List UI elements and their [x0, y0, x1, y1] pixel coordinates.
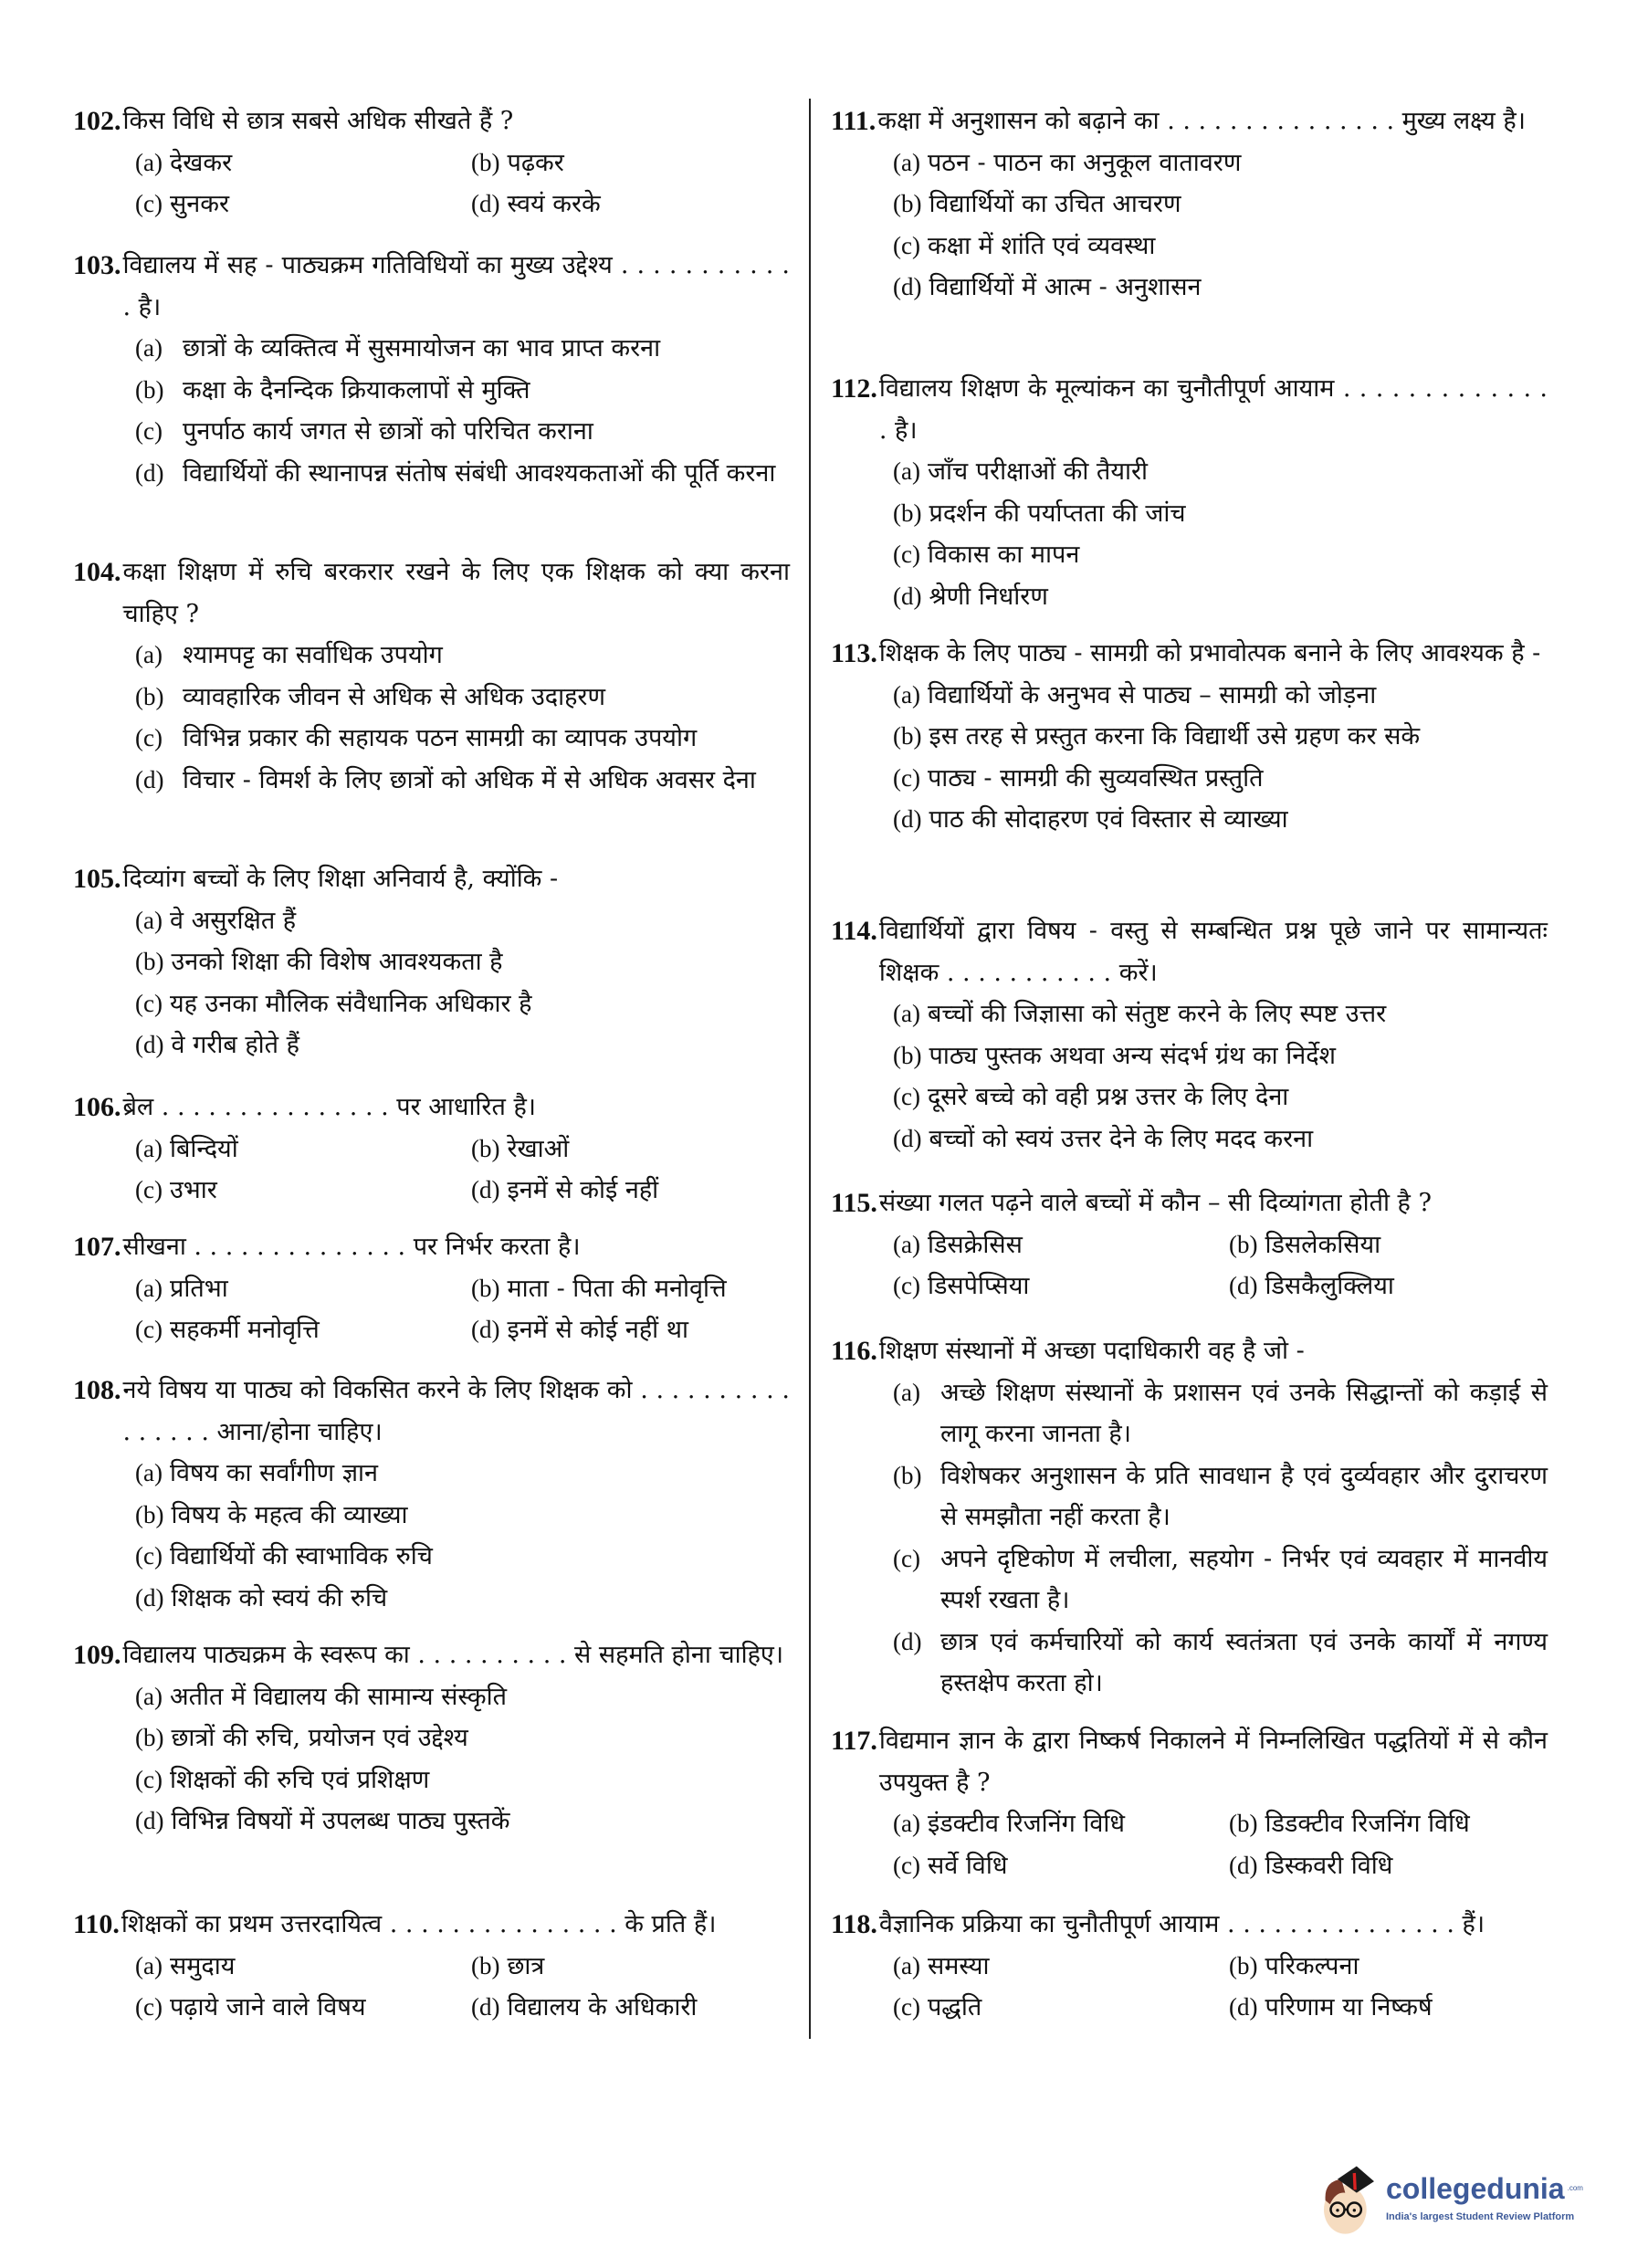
option-text: विभिन्न विषयों में उपलब्ध पाठ्य पुस्तकें	[171, 1807, 510, 1835]
option-b	[1229, 1224, 1548, 1266]
question-number: 106.	[73, 1092, 121, 1122]
option-text: छात्रों की रुचि, प्रयोजन एवं उद्देश्य	[171, 1724, 468, 1752]
column-divider	[809, 99, 811, 2039]
option-d	[1229, 1845, 1548, 1887]
option-label: (c)	[893, 541, 920, 568]
option-text: विकास का मापन	[927, 541, 1080, 569]
options-list	[73, 1676, 790, 1843]
question-text: कक्षा शिक्षण में रुचि बरकरार रखने के लिए एक शिक्षक को क्या करना चाहिए ?	[122, 558, 790, 628]
question-number: 111.	[831, 106, 876, 136]
option-a	[135, 1129, 464, 1171]
option-label: (d)	[471, 1993, 500, 2021]
option-label: (c)	[135, 1993, 163, 2021]
option-text: परिकल्पना	[1265, 1951, 1359, 1980]
option-d	[135, 1578, 790, 1620]
option-text: माता - पिता की मनोवृत्ति	[507, 1274, 727, 1303]
question-header	[73, 245, 790, 328]
option-text: विभिन्न प्रकार की सहायक पठन सामग्री का व्यापक उपयोग	[183, 724, 698, 752]
option-text: डिसकैलुक्लिया	[1265, 1272, 1394, 1300]
logo-name: collegedunia	[1386, 2172, 1565, 2205]
option-label: (d)	[471, 1176, 500, 1203]
question-header	[831, 633, 1548, 675]
question-103	[73, 245, 790, 494]
option-label: (a)	[893, 1378, 920, 1406]
question-header	[73, 1087, 790, 1129]
option-label: (a)	[893, 148, 920, 176]
option-label: (c)	[135, 1542, 163, 1570]
logo-tagline: India's largest Student Review Platform	[1386, 2211, 1575, 2222]
option-text: श्यामपट्ट का सर्वाधिक उपयोग	[183, 641, 443, 669]
option-a	[893, 1224, 1222, 1266]
option-label: (c)	[893, 1851, 920, 1879]
question-number: 114.	[831, 916, 877, 946]
option-text: समस्या	[927, 1951, 990, 1980]
option-label: (a)	[135, 1274, 163, 1302]
option-text: पाठ्य पुस्तक अथवा अन्य संदर्भ ग्रंथ का निर्देश	[929, 1041, 1336, 1070]
question-116	[831, 1330, 1548, 1705]
option-text: बच्चों को स्वयं उत्तर देने के लिए मदद करना	[929, 1124, 1314, 1153]
option-a	[135, 635, 790, 677]
option-d	[471, 184, 790, 226]
option-label: (a)	[893, 1000, 920, 1027]
question-header	[831, 100, 1548, 142]
option-b	[471, 1129, 790, 1171]
question-115	[831, 1182, 1548, 1307]
option-text: इनमें से कोई नहीं	[507, 1176, 659, 1204]
option-c	[893, 1987, 1222, 2029]
option-label: (d)	[135, 1807, 164, 1834]
question-number: 107.	[73, 1232, 121, 1262]
question-number: 103.	[73, 250, 121, 280]
option-label: (c)	[893, 1083, 920, 1110]
option-text: छात्रों के व्यक्तित्व में सुसमायोजन का भाव प्राप्त करना	[183, 334, 661, 362]
option-text: शिक्षक को स्वयं की रुचि	[171, 1583, 388, 1612]
option-text: रेखाओं	[507, 1134, 570, 1163]
question-number: 112.	[831, 373, 877, 404]
question-108	[73, 1370, 790, 1619]
question-number: 104.	[73, 557, 121, 587]
question-107	[73, 1226, 790, 1351]
option-text: अपने दृष्टिकोण में लचीला, सहयोग - निर्भर एवं व्यवहार में मानवीय स्पर्श रखता है।	[940, 1544, 1548, 1614]
option-text: विद्यार्थियों की स्वाभाविक रुचि	[169, 1542, 433, 1570]
option-b	[1229, 1946, 1548, 1988]
option-b	[471, 142, 790, 184]
question-105	[73, 858, 790, 1066]
question-header	[73, 1904, 790, 1946]
option-d	[893, 1622, 1548, 1705]
option-label: (b)	[471, 148, 500, 176]
option-label: (d)	[471, 1316, 500, 1343]
option-d	[471, 1170, 790, 1212]
option-c	[893, 1538, 1548, 1622]
question-header	[73, 1370, 790, 1453]
mascot-icon	[1315, 2155, 1383, 2246]
question-number: 109.	[73, 1640, 121, 1670]
collegedunia-logo	[1315, 2155, 1625, 2246]
option-c	[893, 534, 1548, 576]
option-a	[135, 1268, 464, 1310]
logo-suffix: .com	[1567, 2184, 1583, 2192]
question-102	[73, 100, 790, 226]
question-text: वैज्ञानिक प्रक्रिया का चुनौतीपूर्ण आयाम . . . . . . . . . . . . . . . हैं।	[878, 1910, 1485, 1938]
option-text: विद्यालय के अधिकारी	[507, 1993, 698, 2021]
option-a	[893, 142, 1548, 184]
option-label: (d)	[135, 458, 164, 487]
option-label: (b)	[1229, 1230, 1258, 1258]
option-b	[135, 941, 790, 983]
question-text: विद्यार्थियों द्वारा विषय - वस्तु से सम्बन्धित प्रश्न पूछे जाने पर सामान्यतः शिक्षक . . . . . . . . . . . करें।	[878, 917, 1548, 987]
option-text: छात्र एवं कर्मचारियों को कार्य स्वतंत्रता एवं उनके कार्यों में नगण्य हस्तक्षेप करता हो।	[940, 1627, 1548, 1697]
option-label: (a)	[135, 906, 163, 934]
question-text: कक्षा में अनुशासन को बढ़ाने का . . . . . . . . . . . . . . . मुख्य लक्ष्य है।	[877, 107, 1526, 135]
option-b	[471, 1946, 790, 1988]
question-number: 110.	[73, 1909, 120, 1939]
question-109	[73, 1634, 790, 1843]
options-list	[831, 142, 1548, 309]
option-text: बिन्दियों	[169, 1134, 238, 1163]
option-text: पठन - पाठन का अनुकूल वातावरण	[927, 148, 1242, 177]
question-header	[831, 368, 1548, 451]
option-label: (a)	[135, 1134, 163, 1162]
option-label: (b)	[135, 375, 164, 404]
question-header	[831, 1330, 1548, 1372]
option-text: वे असुरक्षित हैं	[169, 906, 297, 935]
question-112	[831, 368, 1548, 617]
question-text: विद्यालय पाठ्यक्रम के स्वरूप का . . . . . . . . . . से सहमति होना चाहिए।	[122, 1641, 784, 1669]
option-text: पढ़ाये जाने वाले विषय	[169, 1993, 366, 2021]
option-text: सहकर्मी मनोवृत्ति	[169, 1316, 320, 1344]
option-label: (b)	[135, 1724, 164, 1751]
option-label: (d)	[893, 805, 922, 833]
question-106	[73, 1087, 790, 1212]
question-104	[73, 551, 790, 801]
option-label: (d)	[893, 582, 922, 610]
option-text: विद्यार्थियों के अनुभव से पाठ्य – सामग्री को जोड़ना	[927, 680, 1377, 709]
option-text: पाठ्य - सामग्री की सुव्यवस्थित प्रस्तुति	[927, 763, 1264, 793]
option-label: (b)	[1229, 1951, 1258, 1979]
option-a	[135, 900, 790, 942]
option-text: इनमें से कोई नहीं था	[507, 1316, 689, 1344]
question-text: शिक्षण संस्थानों में अच्छा पदाधिकारी वह है जो -	[878, 1337, 1305, 1365]
options-list	[831, 1803, 1548, 1886]
option-text: प्रदर्शन की पर्याप्तता की जांच	[929, 499, 1186, 528]
option-a	[135, 1453, 790, 1495]
option-text: श्रेणी निर्धारण	[929, 582, 1048, 611]
option-d	[135, 760, 790, 802]
option-text: अच्छे शिक्षण संस्थानों के प्रशासन एवं उनके सिद्धान्तों को कड़ाई से लागू करना जानता है।	[940, 1378, 1548, 1448]
question-header	[831, 910, 1548, 993]
option-text: विचार - विमर्श के लिए छात्रों को अधिक में से अधिक अवसर देना	[183, 765, 756, 794]
option-text: शिक्षकों की रुचि एवं प्रशिक्षण	[169, 1765, 430, 1794]
option-d	[893, 799, 1548, 841]
option-b	[893, 1035, 1548, 1077]
option-label: (d)	[135, 1031, 164, 1058]
option-text: डिसपेप्सिया	[927, 1272, 1030, 1300]
question-111	[831, 100, 1548, 309]
option-a	[893, 675, 1548, 717]
option-c	[135, 1170, 464, 1212]
option-label: (b)	[893, 722, 922, 750]
option-text: प्रतिभा	[169, 1274, 228, 1303]
option-d	[1229, 1265, 1548, 1307]
question-text: ब्रेल . . . . . . . . . . . . . . . पर आधारित है।	[122, 1093, 537, 1121]
option-text: जाँच परीक्षाओं की तैयारी	[927, 457, 1149, 486]
option-text: डिसक्रेसिस	[927, 1230, 1023, 1259]
options-list	[73, 142, 790, 226]
option-c	[893, 758, 1548, 800]
option-d	[1229, 1987, 1548, 2029]
option-text: विद्यार्थियों का उचित आचरण	[929, 190, 1181, 218]
option-a	[893, 1946, 1222, 1988]
option-d	[135, 453, 790, 495]
option-text: यह उनका मौलिक संवैधानिक अधिकार है	[169, 989, 532, 1018]
option-a	[135, 1946, 464, 1988]
option-label: (d)	[893, 1124, 922, 1152]
option-b	[135, 370, 790, 412]
question-114	[831, 910, 1548, 1160]
question-text: संख्या गलत पढ़ने वाले बच्चों में कौन – सी दिव्यांगता होती है ?	[878, 1189, 1432, 1217]
option-c	[135, 1759, 790, 1801]
option-c	[893, 1265, 1222, 1307]
option-label: (a)	[893, 680, 920, 709]
option-text: डिडक्टीव रिजनिंग विधि	[1265, 1810, 1470, 1838]
question-text: सीखना . . . . . . . . . . . . . . पर निर्भर करता है।	[122, 1233, 581, 1261]
option-text: सर्वे विधि	[927, 1851, 1008, 1880]
question-header	[73, 1634, 790, 1676]
question-117	[831, 1720, 1548, 1886]
option-b	[135, 677, 790, 719]
option-text: विषय के महत्व की व्याख्या	[171, 1500, 408, 1529]
option-label: (a)	[135, 641, 163, 668]
option-d	[471, 1309, 790, 1351]
option-label: (b)	[135, 948, 164, 975]
option-label: (c)	[135, 190, 163, 217]
option-text: डिसलेकसिया	[1265, 1230, 1381, 1259]
option-text: छात्र	[507, 1951, 545, 1980]
option-c	[135, 184, 464, 226]
option-a	[893, 451, 1548, 493]
option-c	[893, 1076, 1548, 1118]
question-number: 117.	[831, 1726, 877, 1756]
question-header	[831, 1904, 1548, 1946]
option-label: (d)	[135, 1583, 164, 1612]
option-label: (c)	[893, 1993, 920, 2021]
option-label: (a)	[893, 457, 920, 485]
option-text: पुनर्पाठ कार्य जगत से छात्रों को परिचित कराना	[183, 417, 593, 446]
option-c	[135, 1987, 464, 2029]
option-a	[135, 328, 790, 370]
option-text: पाठ की सोदाहरण एवं विस्तार से व्याख्या	[929, 805, 1288, 834]
option-label: (a)	[135, 1459, 163, 1486]
options-list	[831, 1224, 1548, 1307]
option-label: (b)	[893, 1041, 922, 1069]
option-label: (d)	[893, 273, 922, 300]
question-118	[831, 1904, 1548, 2029]
option-label: (b)	[471, 1951, 500, 1979]
option-c	[135, 411, 790, 453]
option-label: (a)	[135, 334, 163, 362]
options-list	[831, 993, 1548, 1160]
option-text: देखकर	[169, 148, 233, 177]
option-d	[471, 1987, 790, 2029]
option-text: सुनकर	[169, 190, 229, 218]
question-text: किस विधि से छात्र सबसे अधिक सीखते हैं ?	[122, 107, 514, 135]
option-label: (d)	[135, 765, 164, 793]
option-text: विद्यार्थियों की स्थानापन्न संतोष संबंधी आवश्यकताओं की पूर्ति करना	[183, 458, 776, 488]
option-text: दूसरे बच्चे को वही प्रश्न उत्तर के लिए देना	[927, 1083, 1289, 1111]
option-label: (c)	[893, 1544, 920, 1572]
question-header	[73, 551, 790, 635]
option-text: विषय का सर्वांगीण ज्ञान	[169, 1459, 378, 1487]
option-text: कक्षा के दैनन्दिक क्रियाकलापों से मुक्ति	[183, 375, 530, 404]
question-text: दिव्यांग बच्चों के लिए शिक्षा अनिवार्य है, क्योंकि -	[122, 865, 559, 893]
option-label: (a)	[893, 1810, 920, 1837]
options-list	[73, 1268, 790, 1351]
option-label: (a)	[893, 1951, 920, 1979]
question-text: विद्यालय शिक्षण के मूल्यांकन का चुनौतीपूर्ण आयाम . . . . . . . . . . . . . . है।	[878, 374, 1548, 445]
question-text: विद्यमान ज्ञान के द्वारा निष्कर्ष निकालने में निम्नलिखित पद्धतियों में से कौन उपयुक्त है ?	[878, 1727, 1548, 1797]
question-number: 108.	[73, 1375, 121, 1405]
options-list	[831, 1946, 1548, 2029]
option-d	[893, 1118, 1548, 1160]
option-label: (c)	[135, 989, 163, 1017]
option-text: समुदाय	[169, 1951, 236, 1980]
option-a	[893, 1803, 1222, 1845]
question-number: 102.	[73, 106, 121, 136]
question-header	[73, 1226, 790, 1268]
option-label: (b)	[135, 1500, 164, 1528]
options-list	[831, 675, 1548, 841]
question-text: विद्यालय में सह - पाठ्यक्रम गतिविधियों का मुख्य उद्देश्य . . . . . . . . . . . . है।	[122, 251, 790, 321]
option-label: (d)	[893, 1627, 922, 1655]
options-list	[73, 635, 790, 801]
option-text: कक्षा में शांति एवं व्यवस्था	[927, 231, 1156, 260]
question-number: 113.	[831, 638, 877, 668]
options-list	[73, 1453, 790, 1619]
option-label: (d)	[1229, 1851, 1258, 1879]
option-b	[893, 184, 1548, 226]
option-label: (b)	[471, 1274, 500, 1302]
question-text: नये विषय या पाठ्य को विकसित करने के लिए शिक्षक को . . . . . . . . . . . . . . . . आना/होना चाहिए।	[122, 1376, 790, 1446]
option-label: (a)	[135, 1682, 163, 1710]
option-c	[135, 1309, 464, 1351]
option-text: विद्यार्थियों में आत्म - अनुशासन	[929, 273, 1202, 301]
option-a	[893, 993, 1548, 1035]
option-text: पद्धति	[927, 1993, 982, 2021]
option-b	[1229, 1803, 1548, 1845]
option-b	[135, 1495, 790, 1537]
option-text: विशेषकर अनुशासन के प्रति सावधान है एवं दुर्व्यवहार और दुराचरण से समझौता नहीं करता है।	[940, 1461, 1548, 1531]
option-b	[135, 1717, 790, 1759]
option-d	[135, 1801, 790, 1843]
option-d	[135, 1024, 790, 1066]
option-text: उनको शिक्षा की विशेष आवश्यकता है	[171, 948, 503, 976]
option-c	[135, 983, 790, 1025]
question-header	[73, 100, 790, 142]
option-label: (c)	[893, 231, 920, 259]
option-label: (c)	[135, 724, 163, 751]
options-list	[831, 1372, 1548, 1705]
question-number: 118.	[831, 1909, 877, 1939]
option-text: उभार	[169, 1176, 217, 1204]
question-110	[73, 1904, 790, 2029]
question-text: शिक्षक के लिए पाठ्य - सामग्री को प्रभावोत्पक बनाने के लिए आवश्यक है -	[878, 639, 1541, 667]
option-label: (b)	[135, 682, 164, 710]
option-label: (a)	[135, 1951, 163, 1979]
option-text: परिणाम या निष्कर्ष	[1265, 1993, 1433, 2021]
option-text: अतीत में विद्यालय की सामान्य संस्कृति	[169, 1682, 508, 1711]
option-a	[135, 1676, 790, 1718]
option-c	[893, 226, 1548, 268]
option-label: (d)	[1229, 1272, 1258, 1299]
logo-wordmark	[1386, 2171, 1583, 2206]
option-d	[893, 267, 1548, 309]
question-number: 105.	[73, 864, 121, 894]
question-header	[73, 858, 790, 900]
question-number: 116.	[831, 1336, 877, 1366]
option-label: (c)	[135, 1316, 163, 1343]
option-text: इस तरह से प्रस्तुत करना कि विद्यार्थी उसे ग्रहण कर सके	[929, 722, 1421, 751]
options-list	[73, 328, 790, 494]
option-label: (b)	[893, 499, 922, 527]
option-label: (c)	[893, 1272, 920, 1299]
option-text: डिस्कवरी विधि	[1265, 1851, 1393, 1880]
option-d	[893, 576, 1548, 618]
question-header	[831, 1720, 1548, 1803]
option-label: (b)	[893, 1461, 922, 1489]
option-c	[893, 1845, 1222, 1887]
option-text: वे गरीब होते हैं	[171, 1031, 299, 1059]
option-label: (b)	[471, 1134, 500, 1162]
options-list	[73, 1946, 790, 2029]
option-c	[135, 1536, 790, 1578]
option-label: (c)	[135, 1765, 163, 1793]
option-label: (b)	[893, 190, 922, 217]
option-text: बच्चों की जिज्ञासा को संतुष्ट करने के लिए स्पष्ट उत्तर	[927, 1000, 1387, 1028]
question-header	[831, 1182, 1548, 1224]
options-list	[831, 451, 1548, 617]
option-text: स्वयं करके	[507, 190, 601, 218]
options-list	[73, 1129, 790, 1212]
option-label: (b)	[1229, 1810, 1258, 1837]
option-text: इंडक्टीव रिजनिंग विधि	[927, 1810, 1126, 1838]
option-b	[893, 493, 1548, 535]
option-label: (c)	[893, 763, 920, 792]
option-b	[893, 716, 1548, 758]
option-b	[471, 1268, 790, 1310]
option-label: (d)	[1229, 1993, 1258, 2021]
option-label: (c)	[135, 1176, 163, 1203]
option-label: (a)	[135, 148, 163, 176]
question-113	[831, 633, 1548, 841]
option-a	[135, 142, 464, 184]
option-c	[135, 718, 790, 760]
question-text: शिक्षकों का प्रथम उत्तरदायित्व . . . . . . . . . . . . . . . के प्रति हैं।	[121, 1910, 717, 1938]
option-text: व्यावहारिक जीवन से अधिक से अधिक उदाहरण	[183, 682, 605, 711]
option-label: (c)	[135, 417, 163, 445]
option-label: (d)	[471, 190, 500, 217]
option-label: (a)	[893, 1230, 920, 1258]
options-list	[73, 900, 790, 1066]
question-number: 115.	[831, 1188, 877, 1218]
option-b	[893, 1455, 1548, 1538]
option-a	[893, 1372, 1548, 1455]
option-text: पढ़कर	[507, 148, 564, 177]
